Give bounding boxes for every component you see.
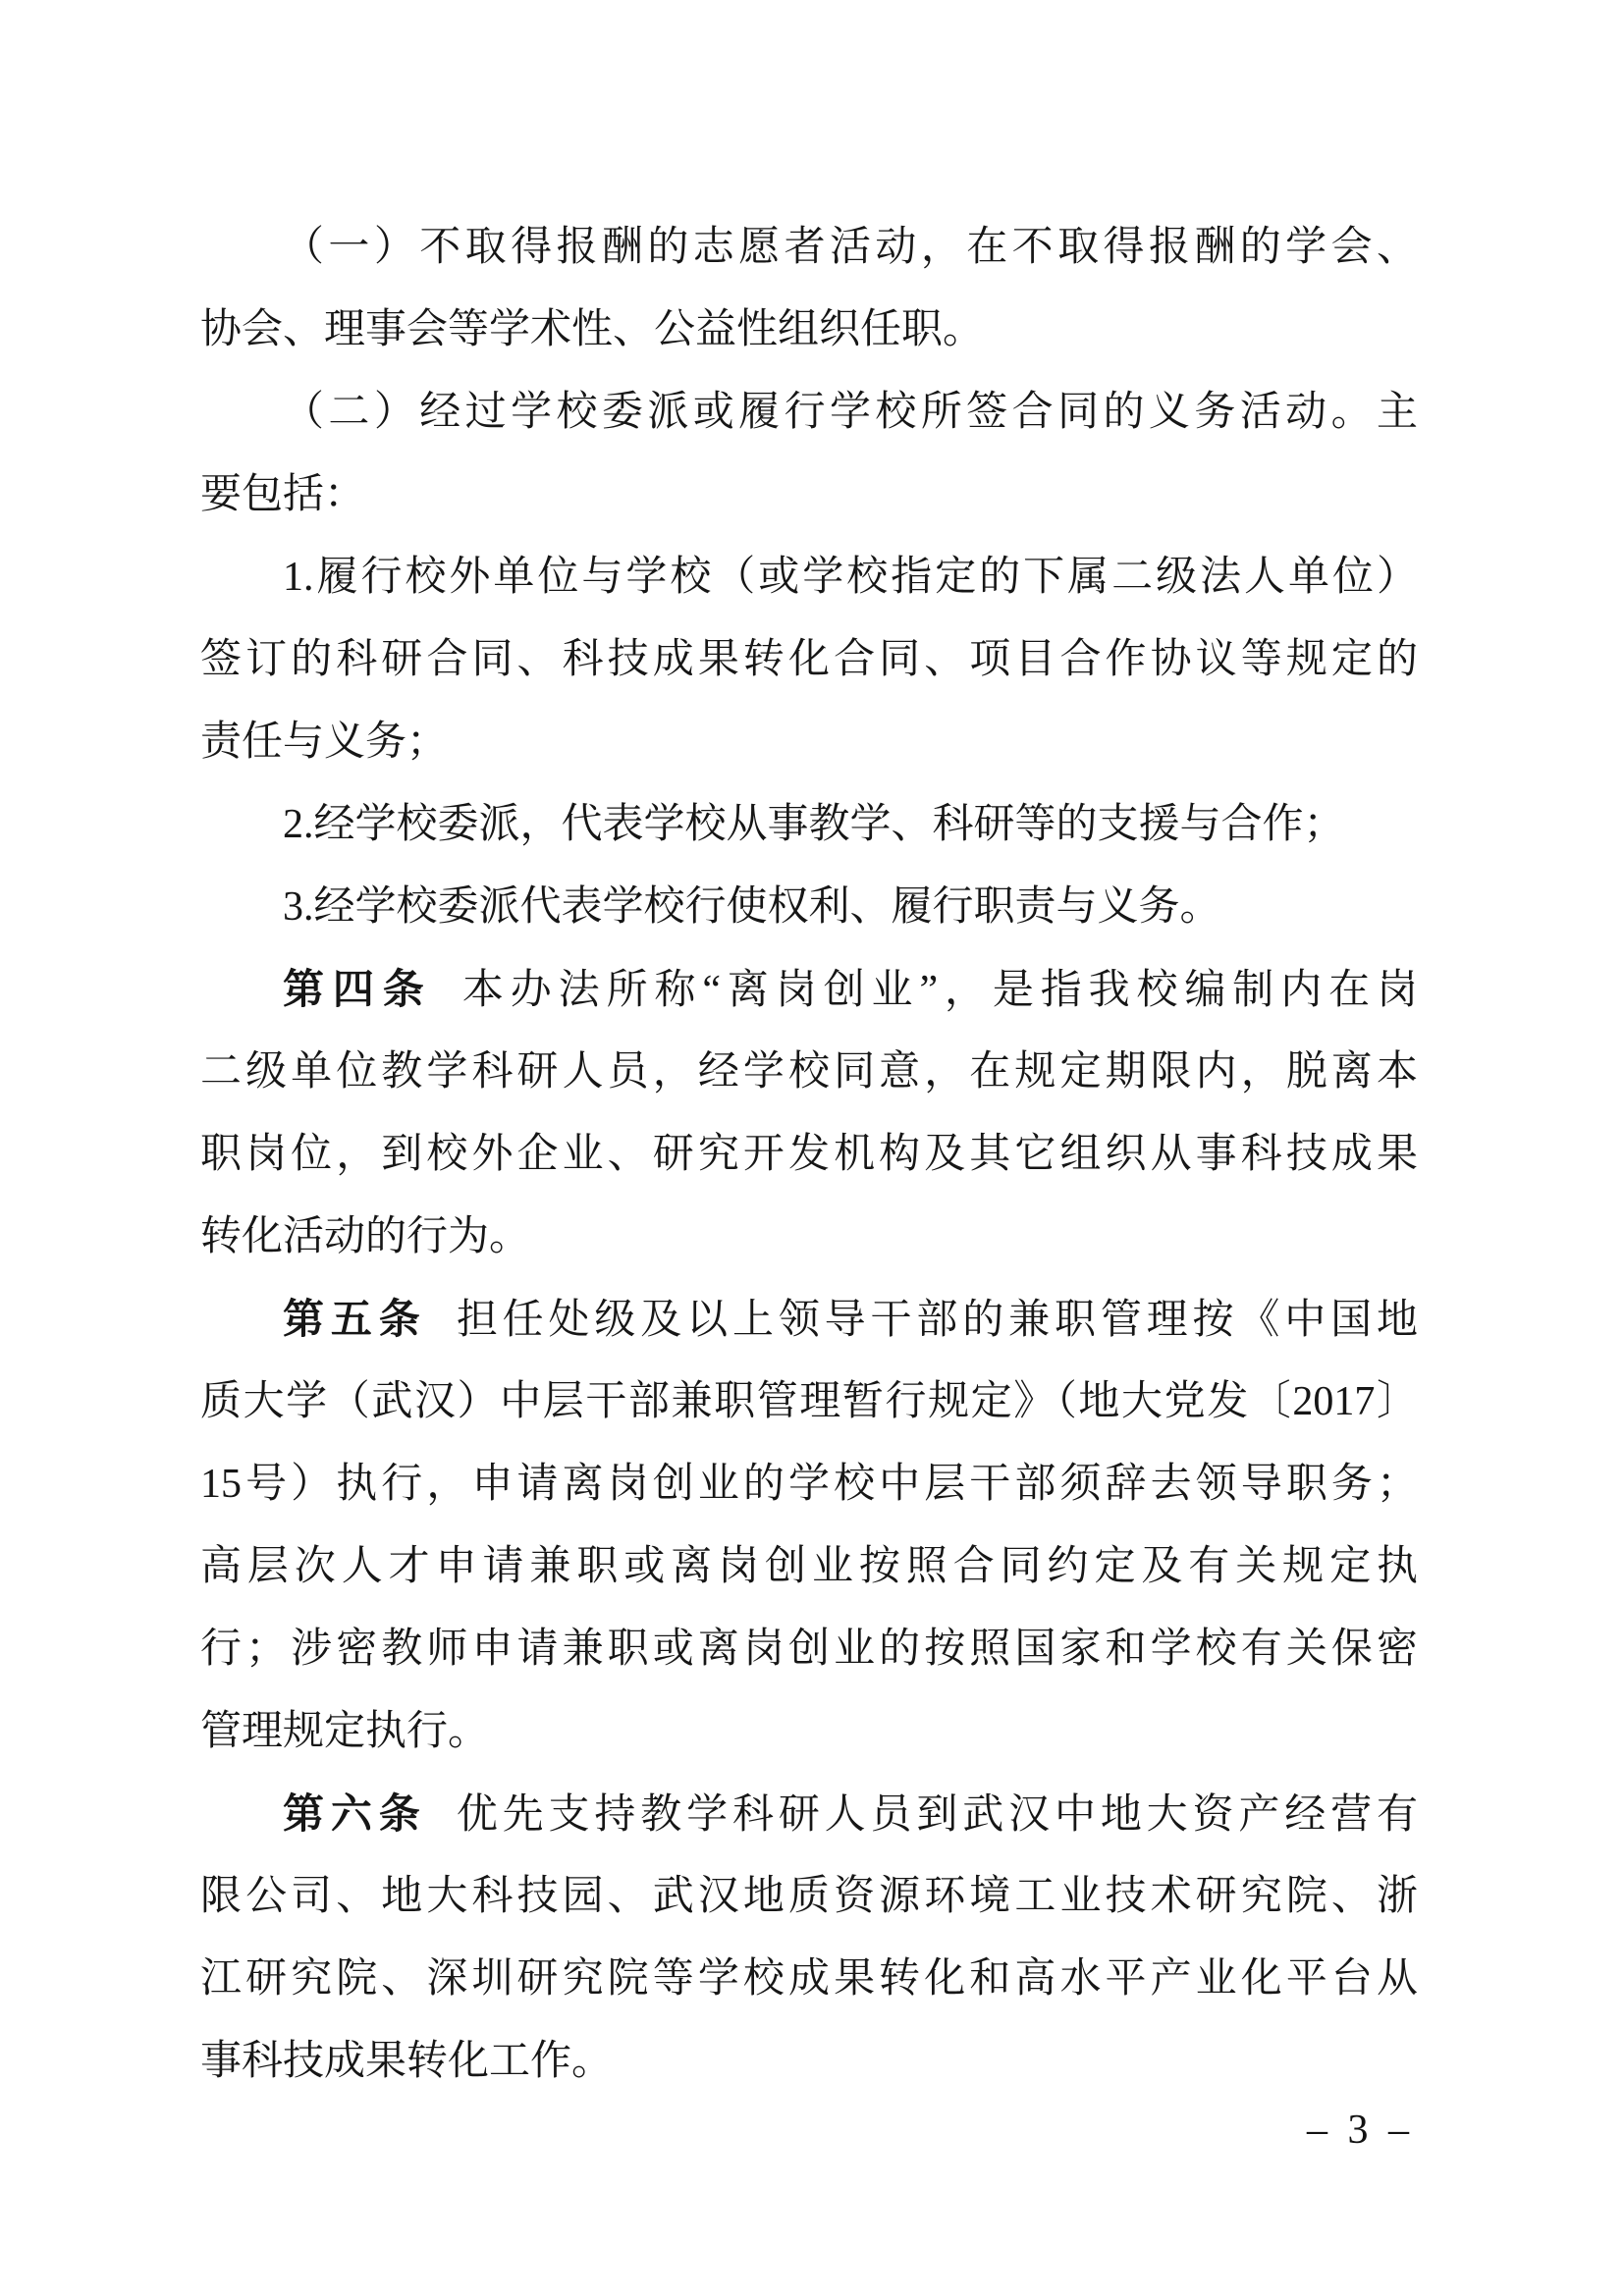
text-line xyxy=(200,1113,1418,1196)
text-line xyxy=(200,454,1418,536)
text-run: 高层次人才申请兼职或离岗创业按照合同约定及有关规定执 xyxy=(200,1544,1418,1589)
text-run: 优先支持教学科研人员到武汉中地大资产经营有 xyxy=(456,1792,1418,1838)
text-run: 签订的科研合同、科技成果转化合同、项目合作协议等规定的 xyxy=(200,637,1418,682)
paragraph xyxy=(200,206,1418,371)
paragraph xyxy=(200,783,1418,866)
text-line xyxy=(200,1361,1418,1443)
text-run: （二）经过学校委派或履行学校所签合同的义务活动。主 xyxy=(283,390,1418,435)
text-run: 本办法所称“离岗创业”，是指我校编制内在岗 xyxy=(461,968,1418,1013)
text-line xyxy=(200,783,1418,866)
text-line xyxy=(200,866,1418,948)
text-run: 3.经学校委派代表学校行使权利、履行职责与义务。 xyxy=(283,884,1221,930)
text-run: 二级单位教学科研人员，经学校同意，在规定期限内，脱离本 xyxy=(200,1049,1418,1095)
page-number: – 3 – xyxy=(1307,2108,1414,2153)
text-line xyxy=(200,1196,1418,1278)
article-number: 第六条 xyxy=(283,1790,427,1837)
text-run: 行；涉密教师申请兼职或离岗创业的按照国家和学校有关保密 xyxy=(200,1627,1418,1672)
text-line xyxy=(200,1690,1418,1773)
text-line xyxy=(200,206,1418,289)
paragraph xyxy=(200,948,1418,1278)
text-line xyxy=(200,1278,1418,1361)
text-line xyxy=(200,948,1418,1031)
article-number: 第四条 xyxy=(283,966,433,1012)
document-body xyxy=(200,206,1418,2103)
text-run: 担任处级及以上领导干部的兼职管理按《中国地 xyxy=(456,1298,1418,1343)
text-line xyxy=(200,1855,1418,1938)
text-line xyxy=(200,1608,1418,1690)
text-run: 质大学（武汉）中层干部兼职管理暂行规定》（地大党发〔2017〕 xyxy=(200,1379,1418,1424)
text-line xyxy=(200,1443,1418,1525)
paragraph xyxy=(200,1278,1418,1773)
article-number: 第五条 xyxy=(283,1296,427,1342)
text-run: 要包括： xyxy=(200,472,366,517)
text-run: （一）不取得报酬的志愿者活动，在不取得报酬的学会、 xyxy=(283,225,1418,270)
text-run: 事科技成果转化工作。 xyxy=(200,2039,614,2084)
text-line xyxy=(200,1031,1418,1113)
paragraph xyxy=(200,371,1418,536)
paragraph xyxy=(200,1773,1418,2103)
text-run: 转化活动的行为。 xyxy=(200,1214,531,1259)
paragraph xyxy=(200,536,1418,783)
text-line xyxy=(200,2020,1418,2103)
paragraph xyxy=(200,866,1418,948)
text-run: 职岗位，到校外企业、研究开发机构及其它组织从事科技成果 xyxy=(200,1132,1418,1177)
text-run: 协会、理事会等学术性、公益性组织任职。 xyxy=(200,307,985,352)
text-line xyxy=(200,1938,1418,2020)
text-line xyxy=(200,371,1418,454)
text-line xyxy=(200,1525,1418,1608)
text-run: 限公司、地大科技园、武汉地质资源环境工业技术研究院、浙 xyxy=(200,1874,1418,1919)
text-line xyxy=(200,1773,1418,1855)
text-line xyxy=(200,618,1418,701)
text-line xyxy=(200,701,1418,783)
text-run: 2.经学校委派，代表学校从事教学、科研等的支援与合作； xyxy=(283,802,1345,847)
text-run: 15号）执行，申请离岗创业的学校中层干部须辞去领导职务； xyxy=(200,1462,1418,1507)
text-run: 江研究院、深圳研究院等学校成果转化和高水平产业化平台从 xyxy=(200,1956,1418,2002)
text-run: 管理规定执行。 xyxy=(200,1709,490,1754)
text-line xyxy=(200,289,1418,371)
text-run: 1.履行校外单位与学校（或学校指定的下属二级法人单位） xyxy=(283,555,1418,600)
text-line xyxy=(200,536,1418,618)
text-run: 责任与义务； xyxy=(200,720,449,765)
